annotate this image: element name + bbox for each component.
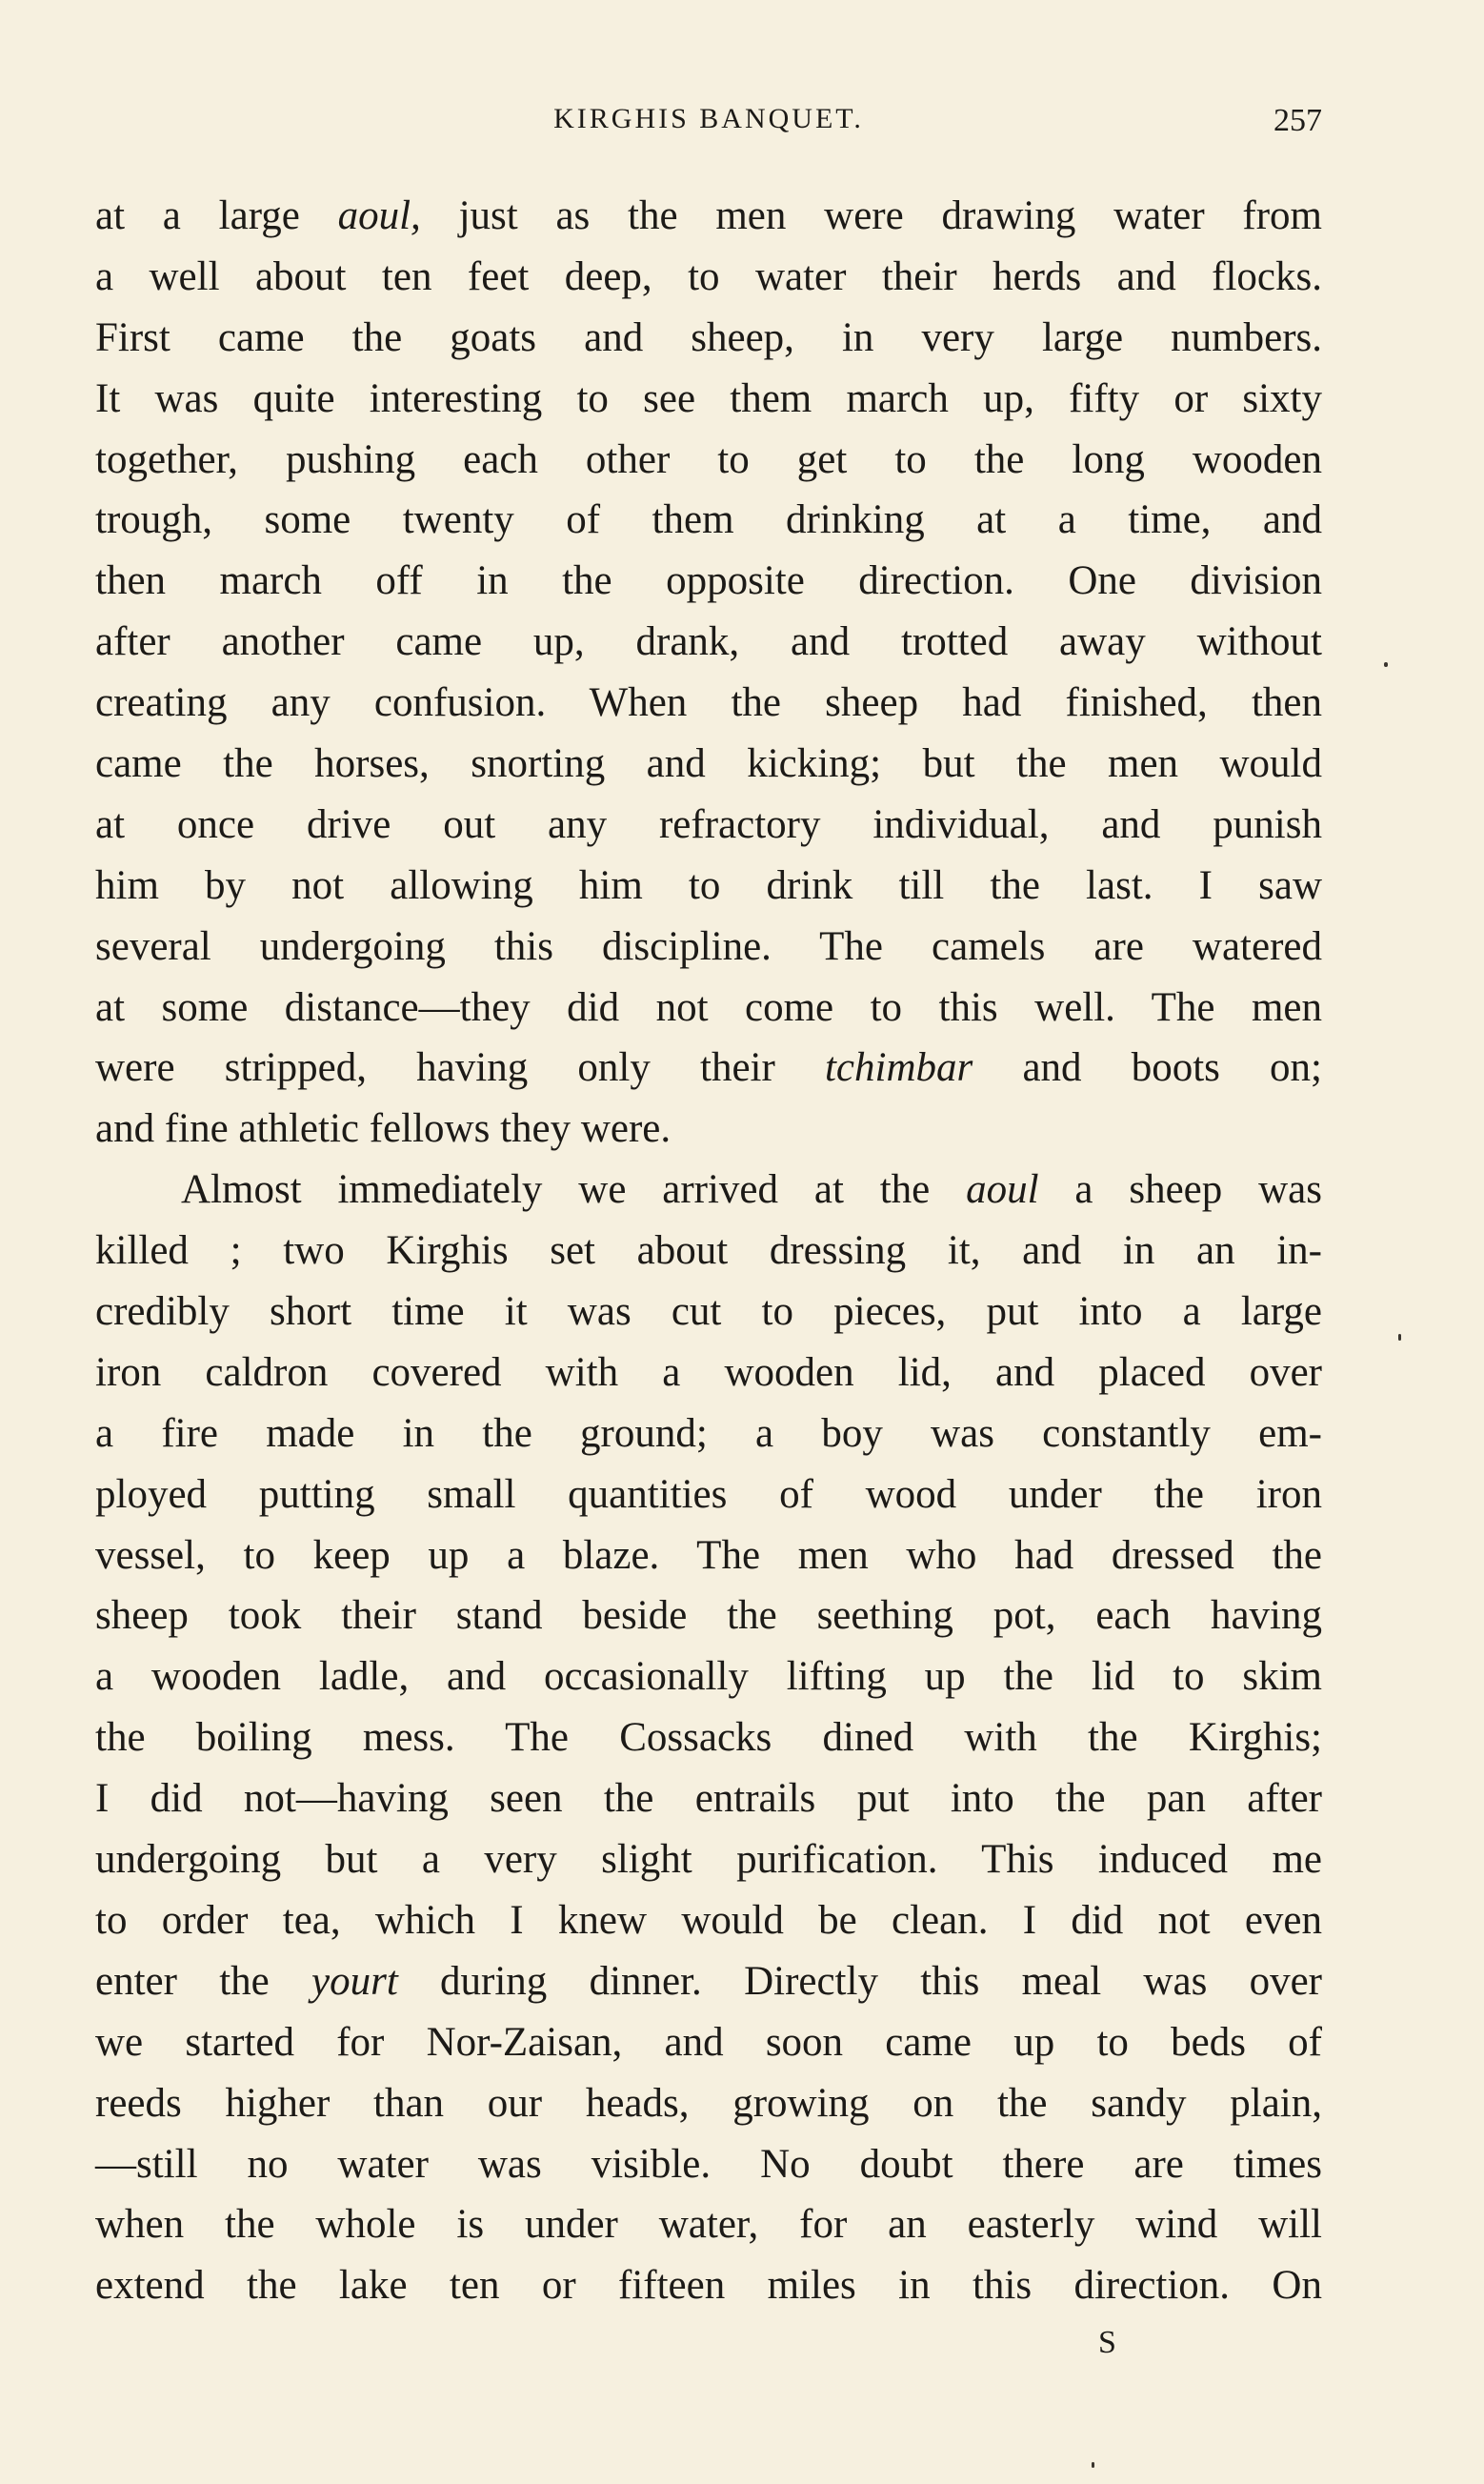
text-segment: together, pushing each other to get to the long wooden <box>95 436 1322 482</box>
text-line <box>95 1221 1322 1282</box>
italic-term: yourt <box>311 1958 398 2004</box>
text-line <box>95 2012 1322 2073</box>
text-segment: when the whole is under water, for an easterly wind will <box>95 2202 1322 2248</box>
signature-mark: S <box>1098 2325 1118 2360</box>
text-line <box>95 2134 1322 2195</box>
text-line <box>95 856 1322 917</box>
text-segment: I did not—having seen the entrails put into the pan after <box>95 1776 1322 1822</box>
text-line <box>95 430 1322 491</box>
text-segment: a wooden ladle, and occasionally lifting up the lid to skim <box>95 1654 1322 1700</box>
italic-term: aoul <box>966 1167 1039 1213</box>
text-segment: a fire made in the ground; a boy was constantly em- <box>95 1410 1322 1456</box>
text-segment: after another came up, drank, and trotted away without <box>95 619 1322 665</box>
text-line <box>95 1282 1322 1343</box>
text-line <box>95 186 1322 247</box>
text-line <box>95 1525 1322 1586</box>
text-line <box>95 2194 1322 2255</box>
text-segment: Almost immediately we arrived at the <box>181 1167 967 1213</box>
text-line <box>95 978 1322 1039</box>
text-segment: during dinner. Directly this meal was over <box>397 1958 1322 2004</box>
text-segment: then march off in the opposite direction. One division <box>95 558 1322 604</box>
page-number: 257 <box>1273 103 1322 138</box>
paper-speck <box>1384 662 1388 667</box>
text-line <box>95 490 1322 551</box>
text-line <box>95 1038 1322 1099</box>
text-segment: ployed putting small quantities of wood under the iron <box>95 1471 1322 1517</box>
text-segment: at a large <box>95 193 338 238</box>
text-segment: It was quite interesting to see them march up, fifty or sixty <box>95 375 1322 421</box>
text-segment: enter the <box>95 1958 311 2004</box>
text-segment: him by not allowing him to drink till the last. I saw <box>95 862 1322 908</box>
text-segment: extend the lake ten or fifteen miles in this direction. On <box>95 2263 1322 2309</box>
text-segment: were stripped, having only their <box>95 1045 825 1091</box>
text-line <box>95 1099 1322 1160</box>
text-segment: a sheep was <box>1038 1167 1322 1213</box>
text-line <box>95 612 1322 673</box>
italic-term: tchimbar <box>824 1045 973 1091</box>
text-line <box>95 1768 1322 1829</box>
text-segment: —still no water was visible. No doubt there are times <box>95 2141 1322 2187</box>
text-line <box>95 369 1322 430</box>
running-title: KIRGHIS BANQUET. <box>553 103 864 134</box>
text-line <box>95 734 1322 795</box>
text-line <box>95 673 1322 734</box>
text-segment: First came the goats and sheep, in very large numbers. <box>95 314 1322 360</box>
text-line <box>95 1160 1322 1221</box>
text-line <box>95 1464 1322 1525</box>
text-segment: credibly short time it was cut to pieces, put into a large <box>95 1289 1322 1335</box>
text-line <box>95 247 1322 308</box>
text-segment: undergoing but a very slight purification. This induced me <box>95 1837 1322 1883</box>
running-head <box>95 103 1322 145</box>
text-segment: reeds higher than our heads, growing on the sandy plain, <box>95 2080 1322 2126</box>
text-segment: the boiling mess. The Cossacks dined with the Kirghis; <box>95 1715 1322 1761</box>
text-segment: killed ; two Kirghis set about dressing it, and in an in- <box>95 1228 1322 1274</box>
text-segment: just as the men were drawing water from <box>420 193 1322 238</box>
text-line <box>95 1404 1322 1464</box>
text-segment: to order tea, which I knew would be clean. I did not even <box>95 1897 1322 1943</box>
text-segment: creating any confusion. When the sheep had finished, then <box>95 680 1322 726</box>
text-line <box>95 1585 1322 1646</box>
text-line <box>95 1646 1322 1707</box>
text-line <box>95 795 1322 856</box>
paper-speck <box>1092 2462 1094 2468</box>
text-line <box>95 551 1322 612</box>
text-line <box>95 308 1322 369</box>
text-segment: and boots on; <box>973 1045 1322 1091</box>
text-segment: at some distance—they did not come to this well. The men <box>95 984 1322 1030</box>
text-line <box>95 2073 1322 2134</box>
text-segment: we started for Nor-Zaisan, and soon came up to beds of <box>95 2019 1322 2065</box>
text-segment: iron caldron covered with a wooden lid, and placed over <box>95 1349 1322 1395</box>
text-line <box>95 1829 1322 1890</box>
text-segment: a well about ten feet deep, to water their herds and flocks. <box>95 253 1322 299</box>
text-segment: came the horses, snorting and kicking; but the men would <box>95 741 1322 787</box>
text-segment: several undergoing this discipline. The camels are watered <box>95 923 1322 969</box>
text-line <box>95 1343 1322 1404</box>
text-segment: at once drive out any refractory individual, and punish <box>95 801 1322 847</box>
text-line <box>95 2255 1322 2316</box>
text-segment: trough, some twenty of them drinking at a time, and <box>95 497 1322 543</box>
paper-speck <box>1398 1334 1401 1341</box>
text-segment: and fine athletic fellows they were. <box>95 1106 672 1152</box>
text-segment: vessel, to keep up a blaze. The men who had dressed the <box>95 1532 1322 1578</box>
text-line <box>95 917 1322 978</box>
text-line <box>95 1890 1322 1951</box>
italic-term: aoul, <box>337 193 421 238</box>
text-line <box>95 1707 1322 1768</box>
text-line <box>95 1951 1322 2012</box>
body-text <box>95 186 1322 2316</box>
text-segment: sheep took their stand beside the seething pot, each having <box>95 1593 1322 1639</box>
